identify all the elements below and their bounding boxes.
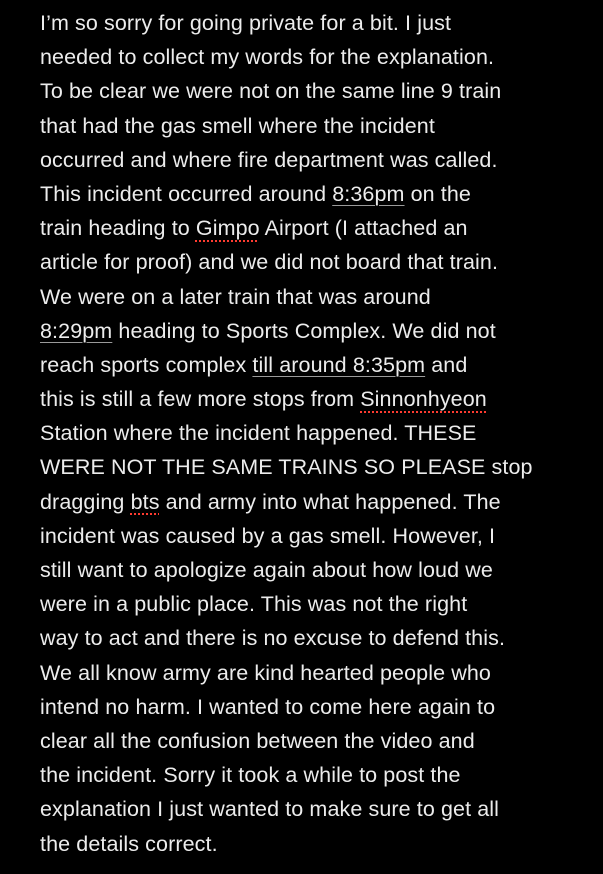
text-line: the incident. Sorry it took a while to post the	[40, 763, 461, 788]
text-line: I’m so sorry for going private for a bit. I just	[40, 11, 452, 35]
misspelled-word-gimpo[interactable]: Gimpo	[195, 216, 260, 241]
time-link-till-835pm[interactable]: till around 8:35pm	[252, 352, 426, 377]
text-line: train heading to Gimpo Airport (I attached an	[40, 216, 468, 241]
text-line: that had the gas smell where the incident	[40, 113, 435, 138]
text-line: needed to collect my words for the explanation.	[40, 45, 495, 70]
note-text[interactable]	[40, 6, 596, 861]
text-line: This incident occurred around 8:36pm on the	[40, 181, 471, 206]
text-line: intend no harm. I wanted to come here again to	[40, 694, 496, 719]
text-line: reach sports complex till around 8:35pm and	[40, 352, 468, 377]
text-line: clear all the confusion between the video and	[40, 728, 475, 753]
text-line: Station where the incident happened. THESE	[40, 421, 477, 446]
text-line: the details correct.	[40, 831, 218, 856]
time-link-829pm[interactable]: 8:29pm	[40, 318, 113, 343]
text-line: We were on a later train that was around	[40, 284, 431, 309]
text-line: this is still a few more stops from Sinnonhyeon	[40, 387, 487, 412]
text-line: still want to apologize again about how loud we	[40, 558, 493, 582]
text-line: incident was caused by a gas smell. However, I	[40, 523, 496, 548]
text-line: were in a public place. This was not the right	[40, 592, 468, 617]
text-line: occurred and where fire department was called.	[40, 147, 498, 172]
text-line: way to act and there is no excuse to defend this.	[40, 626, 506, 651]
text-line: WERE NOT THE SAME TRAINS SO PLEASE stop	[40, 455, 533, 480]
text-line: explanation I just wanted to make sure to get all	[40, 797, 500, 822]
text-line: To be clear we were not on the same line 9 train	[40, 79, 502, 104]
misspelled-word-sinnonhyeon[interactable]: Sinnonhyeon	[360, 387, 487, 412]
misspelled-word-bts[interactable]: bts	[130, 489, 160, 514]
text-line: article for proof) and we did not board that train.	[40, 250, 499, 275]
text-line: dragging bts and army into what happened. The	[40, 489, 501, 514]
text-line: 8:29pm heading to Sports Complex. We did not	[40, 318, 496, 343]
time-link-836pm[interactable]: 8:36pm	[332, 181, 405, 206]
text-line: We all know army are kind hearted people who	[40, 660, 491, 685]
